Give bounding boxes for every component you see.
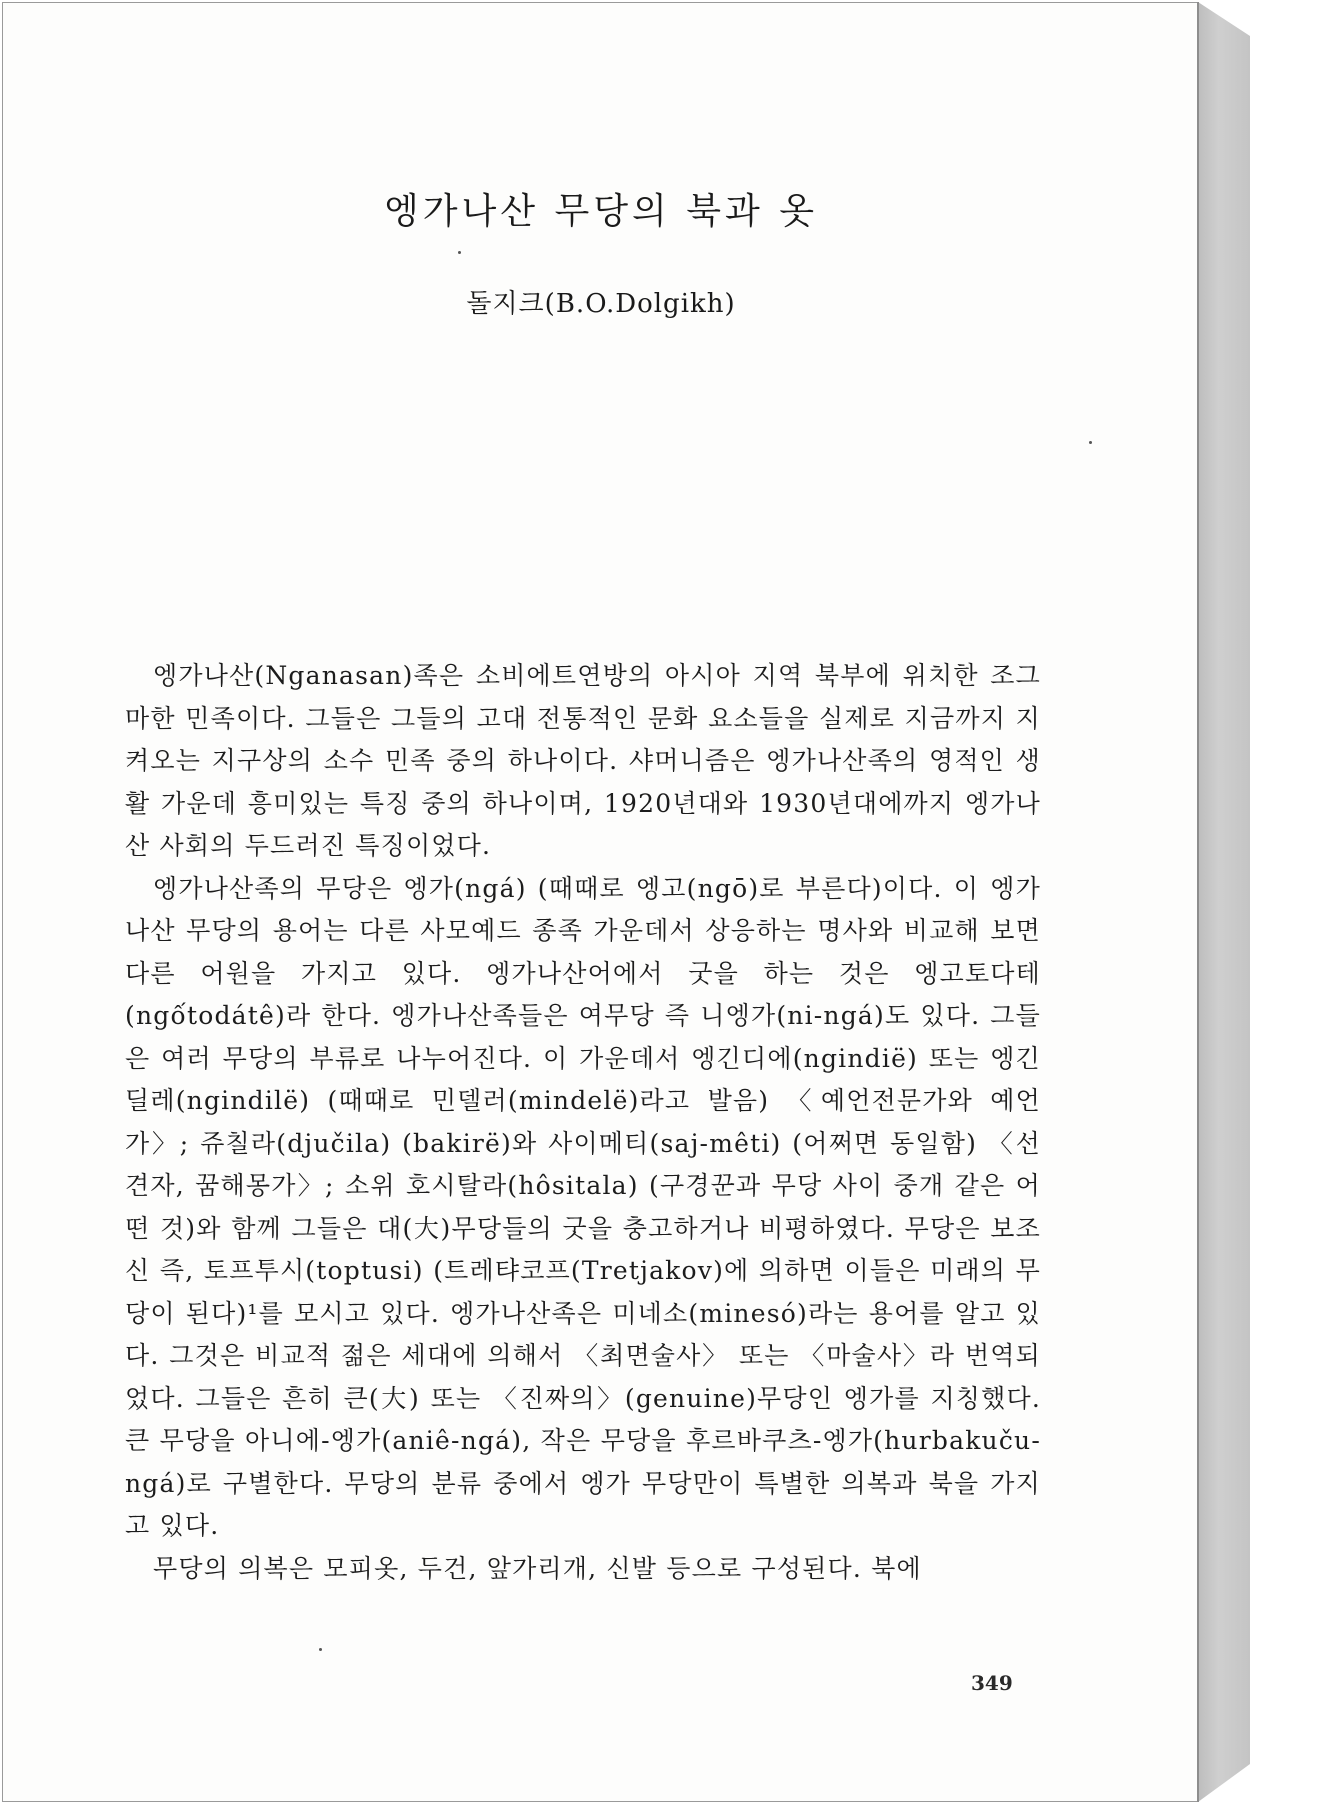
paragraph-2: 엥가나산족의 무당은 엥가(ngá) (때때로 엥고(ngō)로 부른다)이다. 이 엥가나산 무당의 용어는 다른 사모예드 종족 가운데서 상응하는 명사와 비교해 보면 다른 어원을 가지고 있다. 엥가나산어에서 굿을 하는 것은 엥고토다테(ngốtodátê)라 한다. 엥가나산족들은 여무당 즉 니엥가(ni-ngá)도 있다. 그들은 여러 무당의 부류로 나누어진다. 이 가운데서 엥긴디에(ngindiё) 또는 엥긴딜레(ngindilё) (때때로 민델러(mindelё)라고 발음) 〈예언전문가와 예언가〉; 쥬칠라(djučila) (bakirё)와 사이메티(saj-mêti) (어쩌면 동일함) 〈선견자, 꿈해몽가〉; 소위 호시탈라(hôsitala) (구경꾼과 무당 사이 중개 같은 어떤 것)와 함께 그들은 대(大)무당들의 굿을 충고하거나 비평하였다. 무당은 보조신 즉, 토프투시(toptusi) (트레탸코프(Tretjakov)에 의하면 이들은 미래의 무당이 된다)¹를 모시고 있다. 엥가나산족은 미네소(minesó)라는 용어를 알고 있다. 그것은 비교적 젊은 세대에 의해서 〈최면술사〉 또는 〈마술사〉라 번역되었다. 그들은 흔히 큰(大) 또는 〈진짜의〉(genuine)무당인 엥가를 지칭했다. 큰 무당을 아니에-엥가(aniê-ngá), 작은 무당을 후르바쿠츠-엥가(hurbakuču-ngá)로 구별한다. 무당의 분류 중에서 엥가 무당만이 특별한 의복과 북을 가지고 있다. <box>125 873 1041 1540</box>
book-page <box>2 2 1198 1802</box>
book-spine-line <box>1197 2 1199 1802</box>
paragraph-3: 무당의 의복은 모피옷, 두건, 앞가리개, 신발 등으로 구성된다. 북에 <box>153 1553 922 1583</box>
scan-speck <box>319 1648 322 1651</box>
page-number: 349 <box>971 1671 1013 1695</box>
article-body <box>125 655 1041 1590</box>
article-author: 돌지크(B.O.Dolgikh) <box>466 289 736 319</box>
book-page-edge <box>1198 2 1250 1802</box>
scan-speck <box>1089 441 1092 444</box>
paragraph-1: 엥가나산(Nganasan)족은 소비에트연방의 아시아 지역 북부에 위치한 조그마한 민족이다. 그들은 그들의 고대 전통적인 문화 요소들을 실제로 지금까지 지켜오는 지구상의 소수 민족 중의 하나이다. 샤머니즘은 엥가나산족의 영적인 생활 가운데 흥미있는 특징 중의 하나이며, 1920년대와 1930년대에까지 엥가나산 사회의 두드러진 특징이었다. <box>125 661 1041 860</box>
scan-speck <box>458 251 461 254</box>
article-title: 엥가나산 무당의 북과 옷 <box>383 191 819 232</box>
